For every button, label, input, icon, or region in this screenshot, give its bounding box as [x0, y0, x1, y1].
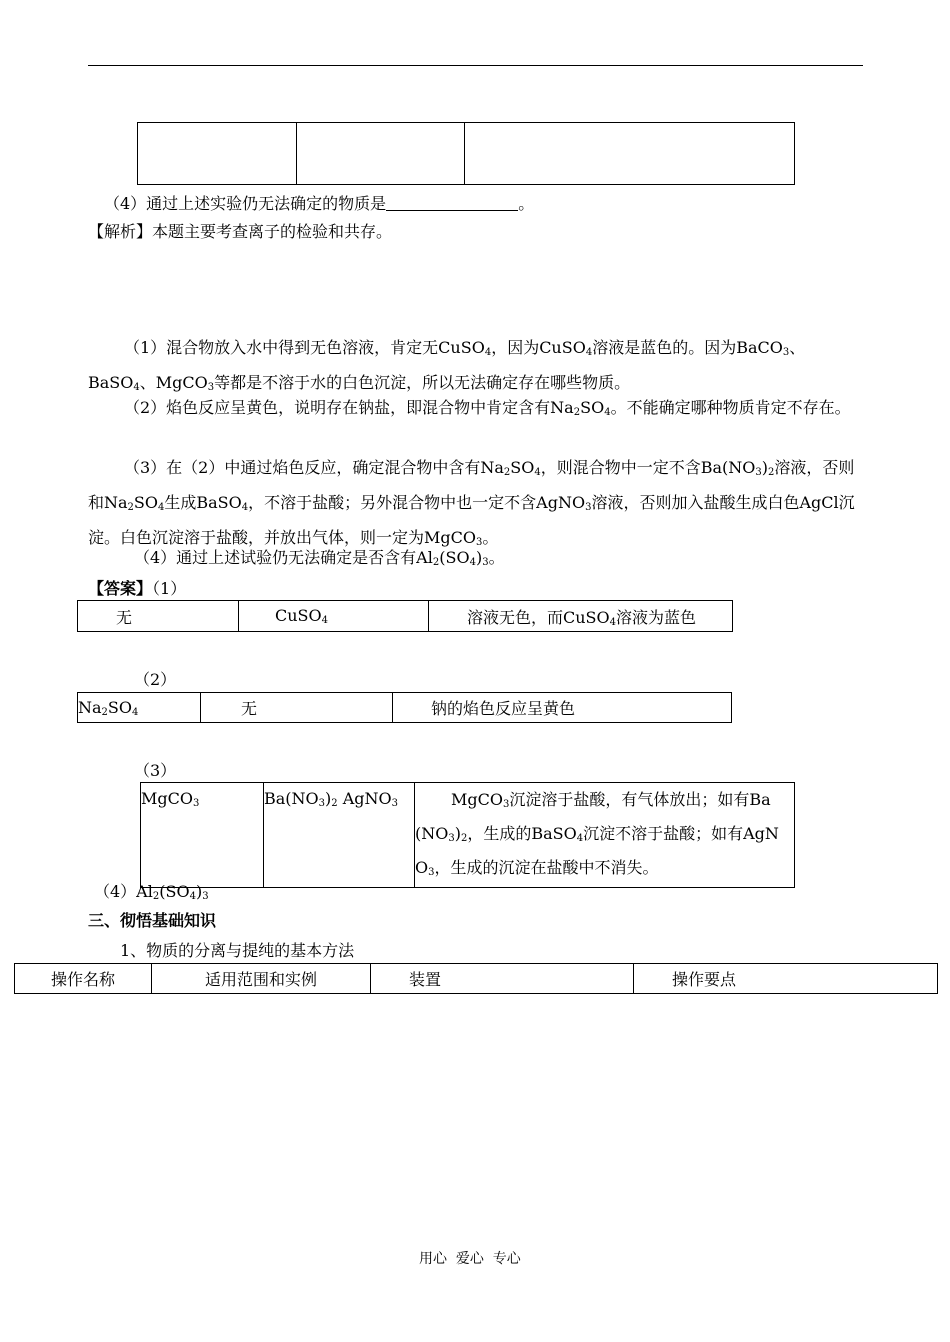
answer-2-cell-3: 钠的焰色反应呈黄色: [393, 693, 732, 723]
section-3-subtitle: 1、物质的分离与提纯的基本方法: [120, 941, 355, 960]
question-4-suffix: 。: [518, 194, 535, 213]
answer-1-label: （1）: [152, 579, 187, 598]
answer-2-cell-1: $Na_2SO_4$: [78, 693, 201, 723]
analysis-heading: 【解析】本题主要考查离子的检验和共存。: [88, 222, 393, 241]
methods-header-3: 装置: [371, 964, 634, 994]
answer-1-cell-1: 无: [78, 601, 239, 632]
methods-header-1: 操作名称: [15, 964, 152, 994]
empty-cell: [138, 123, 297, 185]
answer-3-label: （3）: [134, 761, 177, 780]
page-footer: 用心 爱心 专心: [419, 1251, 521, 1267]
answer-3-cell-2: $Ba(NO_3)_2$ AgNO$_3$: [264, 783, 415, 888]
methods-table-header-row: [15, 964, 938, 994]
answer-4: $(4)Al_2(SO_4)_3$: [94, 882, 209, 902]
answer-2-label: （2）: [134, 670, 177, 689]
methods-table: [14, 963, 938, 994]
question-4-text: （4）通过上述实验仍无法确定的物质是: [104, 194, 387, 213]
answer-1-cell-3: 溶液无色，而CuSO$_4$溶液为蓝色: [429, 601, 733, 632]
answer-3-cell-1: MgCO$_3$: [141, 783, 264, 888]
answer-heading-label: 【答案】: [88, 579, 153, 598]
methods-header-2: 适用范围和实例: [152, 964, 371, 994]
answer-1-table: [77, 600, 733, 632]
empty-cell: [297, 123, 465, 185]
top-empty-table: [137, 122, 795, 185]
answer-2-cell-2: 无: [201, 693, 393, 723]
analysis-para-2: （2）焰色反应呈黄色，说明存在钠盐，即混合物中肯定含有$Na_2SO_4$。不能确定哪种物质肯定不存在。: [124, 398, 851, 418]
answer-1-cell-2: CuSO$_4$: [239, 601, 429, 632]
answer-2-table: [77, 692, 732, 723]
analysis-para-1: （1）混合物放入水中得到无色溶液，肯定无CuSO$_4$，因为CuSO$_4$溶液是蓝色的。因为BaCO$_3$、BaSO$_4$、MgCO$_3$等都是不溶于水的白色沉淀，所以无法确定存在哪些物质。: [88, 338, 806, 393]
header-rule: [88, 65, 863, 66]
answer-3-cell-3: MgCO$_3$沉淀溶于盐酸，有气体放出；如有Ba $(NO_3)_2$，生成的BaSO$_4$沉淀不溶于盐酸；如有AgN $O_3$，生成的沉淀在盐酸中不消失。: [415, 783, 795, 888]
answer-heading: [88, 576, 186, 599]
section-3-title: 三、彻悟基础知识: [88, 911, 217, 930]
answer-3-table: [140, 782, 795, 888]
question-4: [104, 191, 534, 214]
empty-cell: [465, 123, 795, 185]
answer-blank: [386, 196, 518, 211]
methods-header-4: 操作要点: [634, 964, 938, 994]
analysis-para-4: （4）通过上述试验仍无法确定是否含有$Al_2(SO_4)_3$。: [134, 548, 505, 568]
analysis-para-3: （3）在（2）中通过焰色反应，确定混合物中含有$Na_2SO_4$，则混合物中一定不含$Ba(NO_3)_2$溶液，否则和$Na_2SO_4$生成BaSO$_4$，不溶于盐酸；另外混合物中也一定不含AgNO$_3$溶液，否则加入盐酸生成白色AgCl沉淀。白色沉淀溶于盐酸，并放出气体，则一定为MgCO$_3$。: [88, 458, 855, 548]
